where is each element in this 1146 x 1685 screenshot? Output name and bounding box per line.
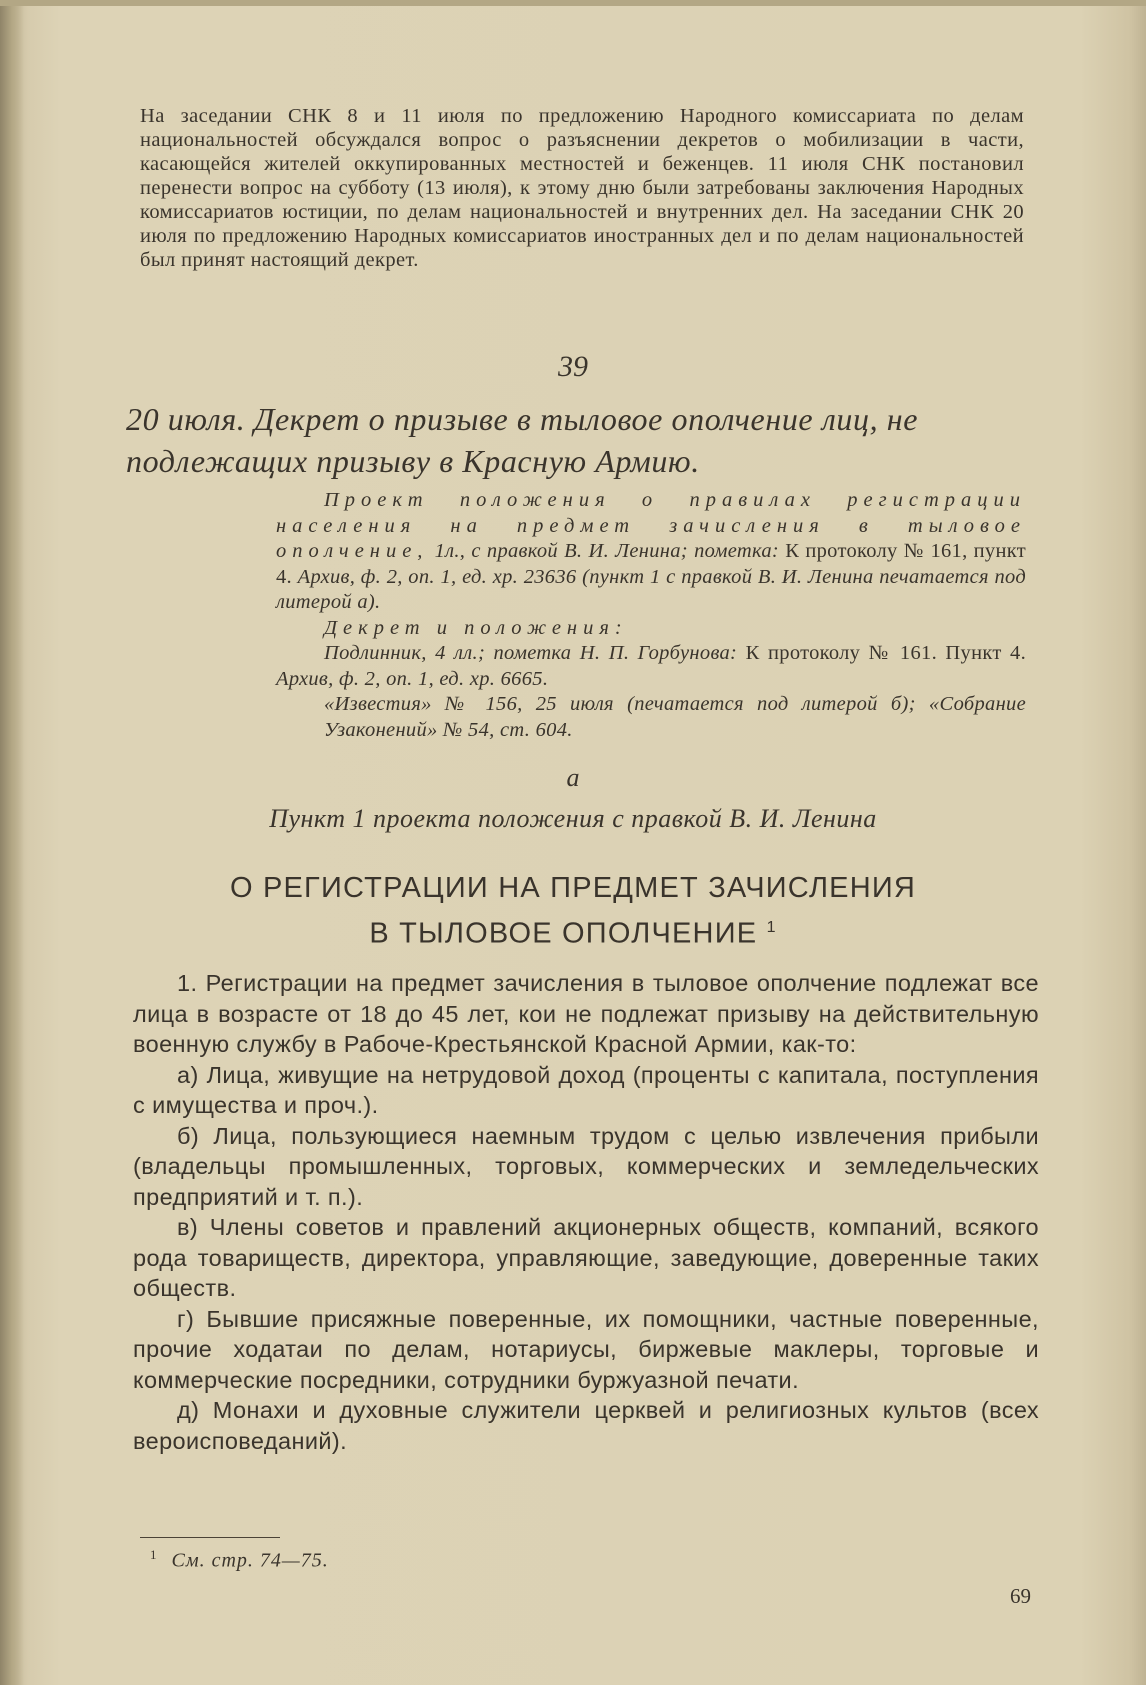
heading-line-1: О РЕГИСТРАЦИИ НА ПРЕДМЕТ ЗАЧИСЛЕНИЯ <box>229 872 917 904</box>
page-spine-shadow <box>0 0 24 1685</box>
body-paragraph: 1. Регистрации на предмет зачисления в тыловое ополчение подлежат все лица в возрасте от 18 до 45 лет, кои не подлежат призыву на действительную военную службу в Рабоче-Крестьянской Красной Армии, как-то: <box>133 970 1039 1057</box>
document-title: 20 июля. Декрет о призыве в тыловое ополчение лиц, не подлежащих призыву в Красную Армию. <box>126 401 919 479</box>
source-notes <box>276 488 1026 743</box>
page-number: 69 <box>1010 1584 1031 1608</box>
heading-line-2 <box>0 908 1146 954</box>
source-draft-protocol: К протоколу № 161, пункт 4. <box>276 540 1026 588</box>
section-heading <box>0 868 1146 954</box>
heading-footnote-ref: 1 <box>766 919 777 936</box>
heading-line-2-text: В ТЫЛОВОЕ ОПОЛЧЕНИЕ <box>369 917 758 950</box>
document-number: 39 <box>558 350 588 383</box>
source-draft-details: 1л., с правкой В. И. Ленина; пометка: <box>428 540 780 562</box>
body-paragraph: г) Бывшие присяжные поверенные, их помощники, частные поверенные, прочие ходатаи по делам, нотариусы, биржевые маклеры, торговые и коммерческие посредники, сотрудники буржуазной печати. <box>133 1305 1039 1393</box>
source-draft-archive: Архив, ф. 2, оп. 1, ед. хр. 23636 (пункт 1 с правкой В. И. Ленина печатается под литерой а). <box>276 565 1026 613</box>
footnote-mark: 1 <box>150 1547 158 1562</box>
section-subtitle: Пункт 1 проекта положения с правкой В. И. Ленина <box>269 804 877 833</box>
page-top-edge <box>0 0 1146 6</box>
body-paragraph: б) Лица, пользующиеся наемным трудом с целью извлечения прибыли (владельцы промышленных, торговых, коммерческих и земледельческих предприятий и т. п.). <box>133 1122 1039 1210</box>
footnote-text: См. стр. 74—75. <box>171 1549 329 1572</box>
body-paragraph: д) Монахи и духовные служители церквей и религиозных культов (всех вероисповеданий). <box>133 1397 1039 1454</box>
source-decree-protocol: К протоколу № 161. Пункт 4. <box>737 642 1026 664</box>
body-text <box>133 968 1039 1456</box>
source-draft-title: Проект положения о правилах регистрации населения на предмет зачисления в тыловое ополчение, <box>276 489 1026 562</box>
footnote-divider <box>140 1537 280 1538</box>
source-decree-original: Подлинник, 4 лл.; пометка Н. П. Горбунова: <box>324 642 738 664</box>
source-decree-title: Декрет и положения: <box>324 616 628 639</box>
body-paragraph: а) Лица, живущие на нетрудовой доход (проценты с капитала, поступления с имущества и проч.). <box>133 1061 1039 1118</box>
source-decree-archive: Архив, ф. 2, оп. 1, ед. хр. 6665. <box>276 667 549 690</box>
section-letter: а <box>566 763 580 792</box>
intro-paragraph: На заседании СНК 8 и 11 июля по предложению Народного комиссариата по делам национальностей обсуждался вопрос о разъяснении декретов о мобилизации в части, касающейся жителей оккупированных местностей и беженцев. 11 июля СНК постановил перенести вопрос на субботу (13 июля), к этому дню были затребованы заключения Народных комиссариатов юстиции, по делам национальностей и внутренних дел. На заседании СНК 20 июля по предложению Народных комиссариатов иностранных дел и по делам национальностей был принят настоящий декрет. <box>140 105 1024 271</box>
footnote <box>150 1547 329 1573</box>
body-paragraph: в) Члены советов и правлений акционерных обществ, компаний, всякого рода товариществ, директора, управляющие, заведующие, доверенные таких обществ. <box>133 1214 1039 1301</box>
source-publication: «Известия» № 156, 25 июля (печатается под литерой б); «Собрание Узаконений» № 54, ст. 604. <box>324 693 1026 741</box>
